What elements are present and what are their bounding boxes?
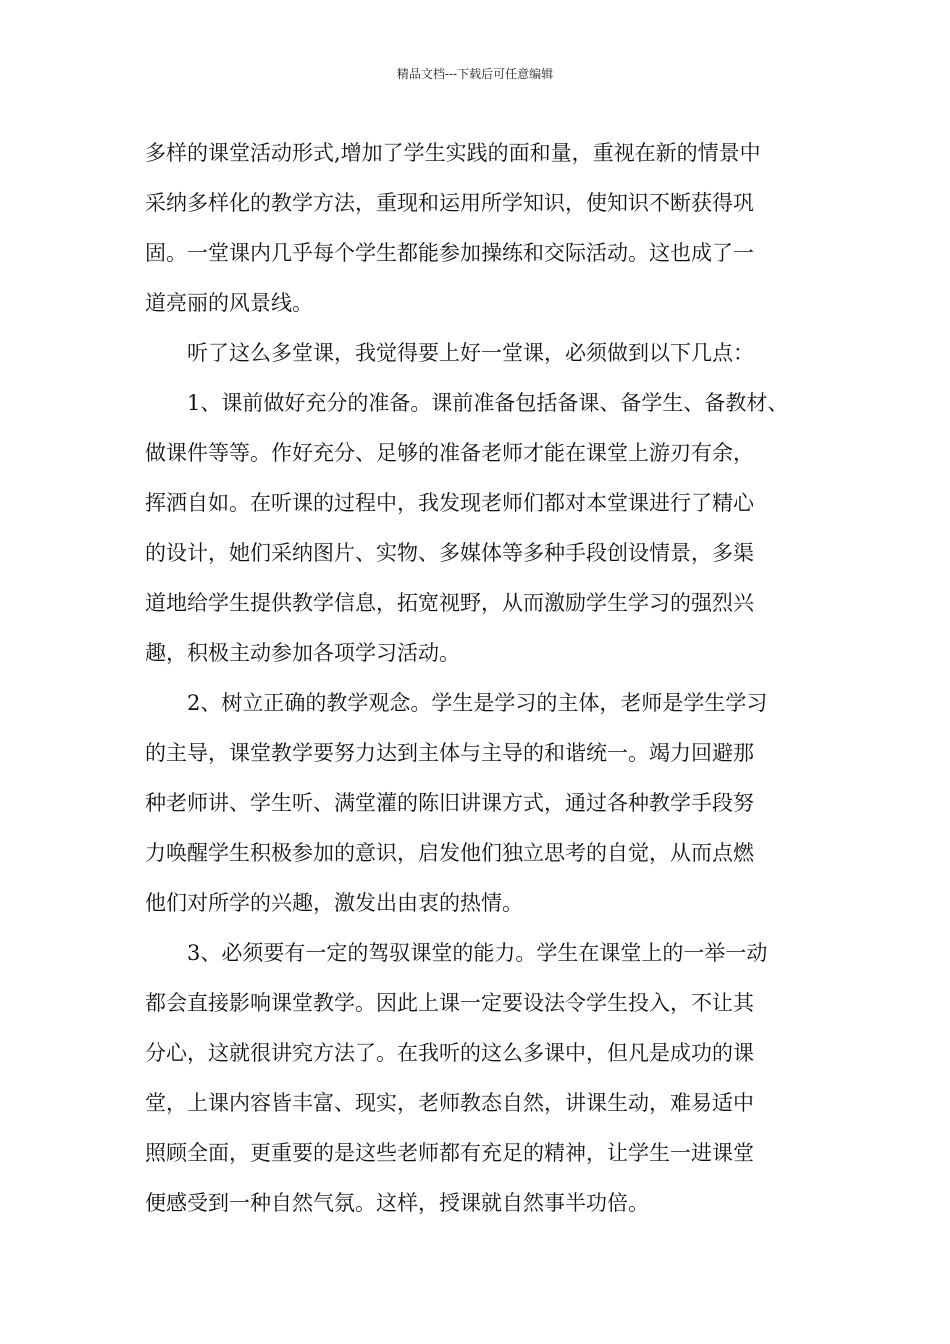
paragraph-2 [145, 328, 820, 378]
text-line: 他们对所学的兴趣，激发出由衷的热情。 [145, 891, 523, 915]
paragraph-point-1 [145, 378, 820, 678]
text-line: 挥洒自如。在听课的过程中，我发现老师们都对本堂课进行了精心 [145, 491, 754, 515]
page-header: 精品文档---下载后可任意编辑 [396, 67, 554, 81]
text-line: 多样的课堂活动形式,增加了学生实践的面和量，重视在新的情景中 [145, 141, 761, 165]
text-line: 道地给学生提供教学信息，拓宽视野，从而激励学生学习的强烈兴 [145, 591, 754, 615]
paragraph-point-2 [145, 678, 820, 928]
text-line: 便感受到一种自然气氛。这样，授课就自然事半功倍。 [145, 1191, 649, 1215]
text-line: 固。一堂课内几乎每个学生都能参加操练和交际活动。这也成了一 [145, 241, 754, 265]
document-body [145, 128, 820, 1228]
text-line: 力唤醒学生积极参加的意识，启发他们独立思考的自觉，从而点燃 [145, 841, 754, 865]
paragraph-1 [145, 128, 820, 328]
text-line: 趣，积极主动参加各项学习活动。 [145, 641, 460, 665]
text-line: 3、必须要有一定的驾驭课堂的能力。学生在课堂上的一举一动 [187, 941, 768, 965]
text-line: 堂，上课内容皆丰富、现实，老师教态自然，讲课生动，难易适中 [145, 1091, 754, 1115]
text-line: 2、树立正确的教学观念。学生是学习的主体，老师是学生学习 [187, 691, 768, 715]
text-line: 的设计，她们采纳图片、实物、多媒体等多种手段创设情景，多渠 [145, 541, 754, 565]
paragraph-point-3 [145, 928, 820, 1228]
text-line: 做课件等等。作好充分、足够的准备老师才能在课堂上游刃有余， [145, 441, 754, 465]
text-line: 种老师讲、学生听、满堂灌的陈旧讲课方式，通过各种教学手段努 [145, 791, 754, 815]
text-line: 的主导，课堂教学要努力达到主体与主导的和谐统一。竭力回避那 [145, 741, 754, 765]
text-line: 照顾全面，更重要的是这些老师都有充足的精神，让学生一进课堂 [145, 1141, 754, 1165]
text-line: 道亮丽的风景线。 [145, 291, 313, 315]
text-line: 都会直接影响课堂教学。因此上课一定要设法令学生投入，不让其 [145, 991, 754, 1015]
text-line: 听了这么多堂课，我觉得要上好一堂课，必须做到以下几点： [187, 341, 754, 365]
text-line: 采纳多样化的教学方法，重现和运用所学知识，使知识不断获得巩 [145, 191, 754, 215]
text-line: 1、课前做好充分的准备。课前准备包括备课、备学生、备教材、 [187, 391, 789, 415]
text-line: 分心，这就很讲究方法了。在我听的这么多课中，但凡是成功的课 [145, 1041, 754, 1065]
